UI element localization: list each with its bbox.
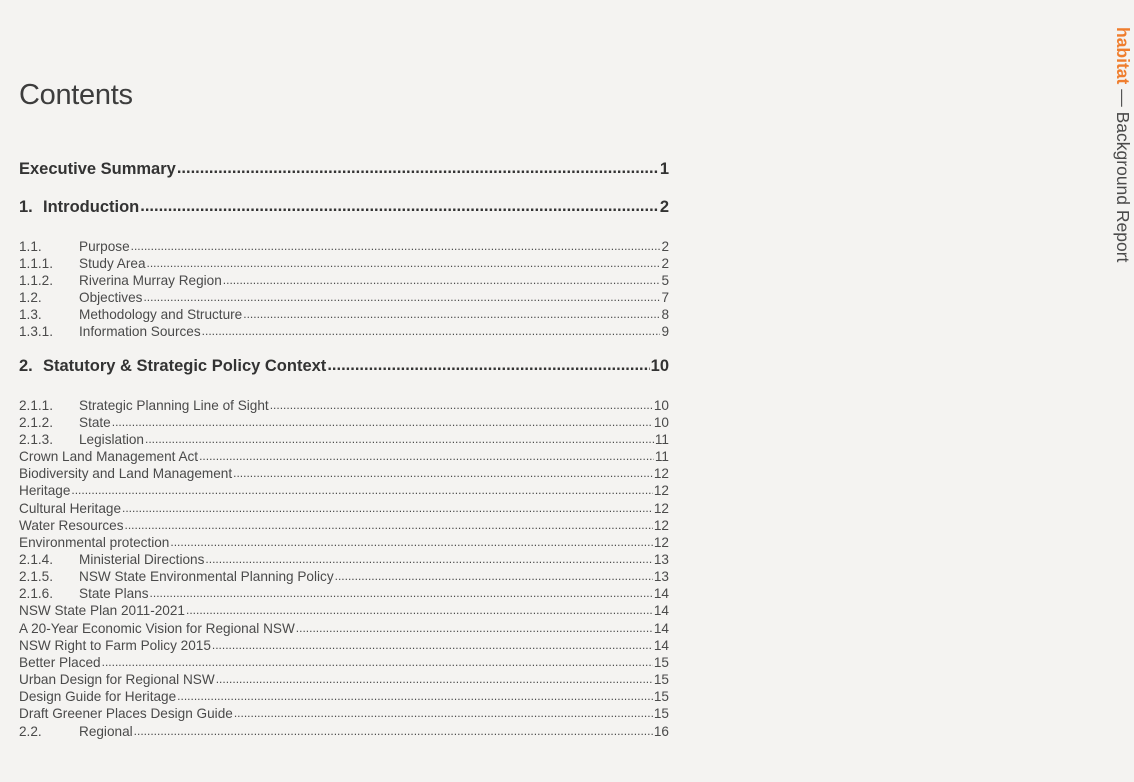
toc-entry-number: 2.1.5. [19, 569, 54, 584]
toc-entry-number: 1. [19, 198, 33, 216]
toc-entry-label: Objectives [79, 290, 143, 305]
toc-entry[interactable] [19, 672, 669, 687]
toc-entry-number: 1.1.2. [19, 273, 54, 288]
toc-entry-label: Heritage [19, 483, 71, 498]
toc-entry[interactable] [19, 569, 669, 584]
toc-entry-label: Cultural Heritage [19, 501, 121, 516]
toc-entry[interactable] [19, 398, 669, 413]
toc-entry-label: NSW Right to Farm Policy 2015 [19, 638, 211, 653]
toc-entry-page: 13 [653, 552, 669, 567]
document-title: Background Report [1113, 111, 1133, 263]
toc-entry-page: 10 [650, 357, 669, 375]
toc-entry[interactable] [19, 290, 669, 305]
toc-entry-page: 10 [653, 398, 669, 413]
toc-entry-page: 9 [661, 324, 669, 339]
toc-entry[interactable] [19, 621, 669, 636]
toc-leader-dots [270, 398, 653, 413]
toc-entry-page: 15 [653, 655, 669, 670]
toc-entry-number: 2.1.1. [19, 398, 54, 413]
toc-leader-dots [177, 160, 659, 179]
toc-leader-dots [145, 432, 654, 447]
toc-leader-dots [125, 518, 653, 533]
toc-leader-dots [202, 324, 661, 339]
toc-entry-page: 12 [653, 501, 669, 516]
toc-entry[interactable] [19, 655, 669, 670]
toc-entry[interactable] [19, 239, 669, 254]
toc-entry-page: 2 [661, 239, 669, 254]
toc-entry-page: 14 [653, 621, 669, 636]
toc-entry-label: Purpose [79, 239, 130, 254]
toc-entry[interactable] [19, 535, 669, 550]
toc-entry-number: 1.3.1. [19, 324, 54, 339]
toc-leader-dots [147, 256, 661, 271]
toc-leader-dots [233, 466, 653, 481]
toc-entry-label: Methodology and Structure [79, 307, 243, 322]
toc-entry[interactable] [19, 689, 669, 704]
side-header-label [1112, 27, 1133, 262]
toc-entry-label: Crown Land Management Act [19, 449, 199, 464]
toc-leader-dots [212, 638, 653, 653]
toc-entry-label: Biodiversity and Land Management [19, 466, 233, 481]
toc-entry-number: 1.1.1. [19, 256, 54, 271]
toc-leader-dots [170, 535, 653, 550]
toc-entry[interactable] [19, 273, 669, 288]
toc-leader-dots [186, 603, 653, 618]
page-title: Contents [19, 79, 133, 112]
toc-entry-label: Introduction [43, 198, 140, 216]
toc-entry-page: 11 [654, 449, 669, 464]
toc-entry[interactable] [19, 357, 669, 376]
toc-entry-page: 12 [653, 518, 669, 533]
toc-entry-page: 2 [659, 198, 669, 216]
toc-entry-number: 1.1. [19, 239, 42, 254]
toc-leader-dots [234, 706, 653, 721]
brand-separator: — [1113, 89, 1133, 107]
toc-entry[interactable] [19, 638, 669, 653]
toc-entry-label: A 20-Year Economic Vision for Regional NSW [19, 621, 295, 636]
toc-entry-page: 15 [653, 706, 669, 721]
toc-leader-dots [335, 569, 653, 584]
toc-leader-dots [150, 586, 653, 601]
toc-entry-page: 11 [654, 432, 669, 447]
toc-entry-label: Information Sources [79, 324, 201, 339]
toc-entry-page: 15 [653, 672, 669, 687]
toc-entry-label: State [79, 415, 111, 430]
toc-entry-number: 2. [19, 357, 33, 375]
toc-entry-label: Draft Greener Places Design Guide [19, 706, 233, 721]
toc-leader-dots [102, 655, 653, 670]
toc-entry[interactable] [19, 586, 669, 601]
toc-entry[interactable] [19, 518, 669, 533]
toc-entry-page: 15 [653, 689, 669, 704]
toc-entry-label: State Plans [79, 586, 149, 601]
toc-entry-label: Study Area [79, 256, 146, 271]
toc-leader-dots [223, 273, 661, 288]
toc-entry[interactable] [19, 324, 669, 339]
toc-leader-dots [296, 621, 653, 636]
toc-entry-label: Regional [79, 724, 133, 739]
toc-leader-dots [243, 307, 660, 322]
toc-entry[interactable] [19, 552, 669, 567]
toc-entry[interactable] [19, 466, 669, 481]
toc-entry-label: NSW State Plan 2011-2021 [19, 603, 185, 618]
toc-leader-dots [177, 689, 653, 704]
toc-entry-label: Legislation [79, 432, 144, 447]
toc-entry-page: 12 [653, 483, 669, 498]
toc-entry[interactable] [19, 256, 669, 271]
toc-leader-dots [216, 672, 653, 687]
toc-entry[interactable] [19, 603, 669, 618]
toc-entry[interactable] [19, 415, 669, 430]
toc-leader-dots [140, 198, 659, 217]
toc-entry-page: 7 [661, 290, 669, 305]
toc-entry-page: 14 [653, 586, 669, 601]
toc-entry-label: Statutory & Strategic Policy Context [43, 357, 327, 375]
toc-leader-dots [143, 290, 660, 305]
toc-entry-label: NSW State Environmental Planning Policy [79, 569, 334, 584]
brand-name: habitat [1113, 27, 1133, 85]
toc-leader-dots [327, 357, 649, 376]
toc-entry-label: Better Placed [19, 655, 101, 670]
toc-entry-page: 10 [653, 415, 669, 430]
toc-entry-number: 1.2. [19, 290, 42, 305]
toc-entry-number: 2.1.2. [19, 415, 54, 430]
toc-entry-page: 14 [653, 603, 669, 618]
toc-entry[interactable] [19, 483, 669, 498]
toc-leader-dots [205, 552, 652, 567]
toc-leader-dots [131, 239, 661, 254]
toc-entry-page: 1 [659, 160, 669, 178]
toc-entry-label: Environmental protection [19, 535, 170, 550]
toc-entry-number: 2.1.4. [19, 552, 54, 567]
toc-leader-dots [122, 501, 653, 516]
toc-entry-label: Design Guide for Heritage [19, 689, 177, 704]
toc-entry-label: Ministerial Directions [79, 552, 205, 567]
toc-entry-page: 5 [661, 273, 669, 288]
toc-leader-dots [112, 415, 653, 430]
toc-leader-dots [134, 724, 653, 739]
toc-entry-page: 13 [653, 569, 669, 584]
toc-entry-number: 1.3. [19, 307, 42, 322]
toc-entry[interactable] [19, 307, 669, 322]
toc-entry-page: 12 [653, 466, 669, 481]
toc-entry-label: Executive Summary [19, 160, 176, 178]
toc-entry-number: 2.1.3. [19, 432, 54, 447]
toc-entry-label: Urban Design for Regional NSW [19, 672, 215, 687]
toc-entry[interactable] [19, 706, 669, 721]
toc-entry-page: 2 [661, 256, 669, 271]
toc-entry-page: 16 [653, 724, 669, 739]
toc-entry-page: 14 [653, 638, 669, 653]
toc-entry-label: Riverina Murray Region [79, 273, 222, 288]
toc-entry-page: 8 [661, 307, 669, 322]
toc-entry-label: Water Resources [19, 518, 124, 533]
toc-entry-number: 2.1.6. [19, 586, 54, 601]
toc-entry[interactable] [19, 724, 669, 739]
toc-entry[interactable] [19, 432, 669, 447]
toc-entry[interactable] [19, 449, 669, 464]
toc-entry[interactable] [19, 198, 669, 217]
toc-entry-page: 12 [653, 535, 669, 550]
toc-entry-label: Strategic Planning Line of Sight [79, 398, 269, 413]
toc-leader-dots [199, 449, 654, 464]
toc-entry-number: 2.2. [19, 724, 42, 739]
toc-entry[interactable] [19, 501, 669, 516]
toc-leader-dots [71, 483, 652, 498]
toc-entry[interactable] [19, 160, 669, 179]
